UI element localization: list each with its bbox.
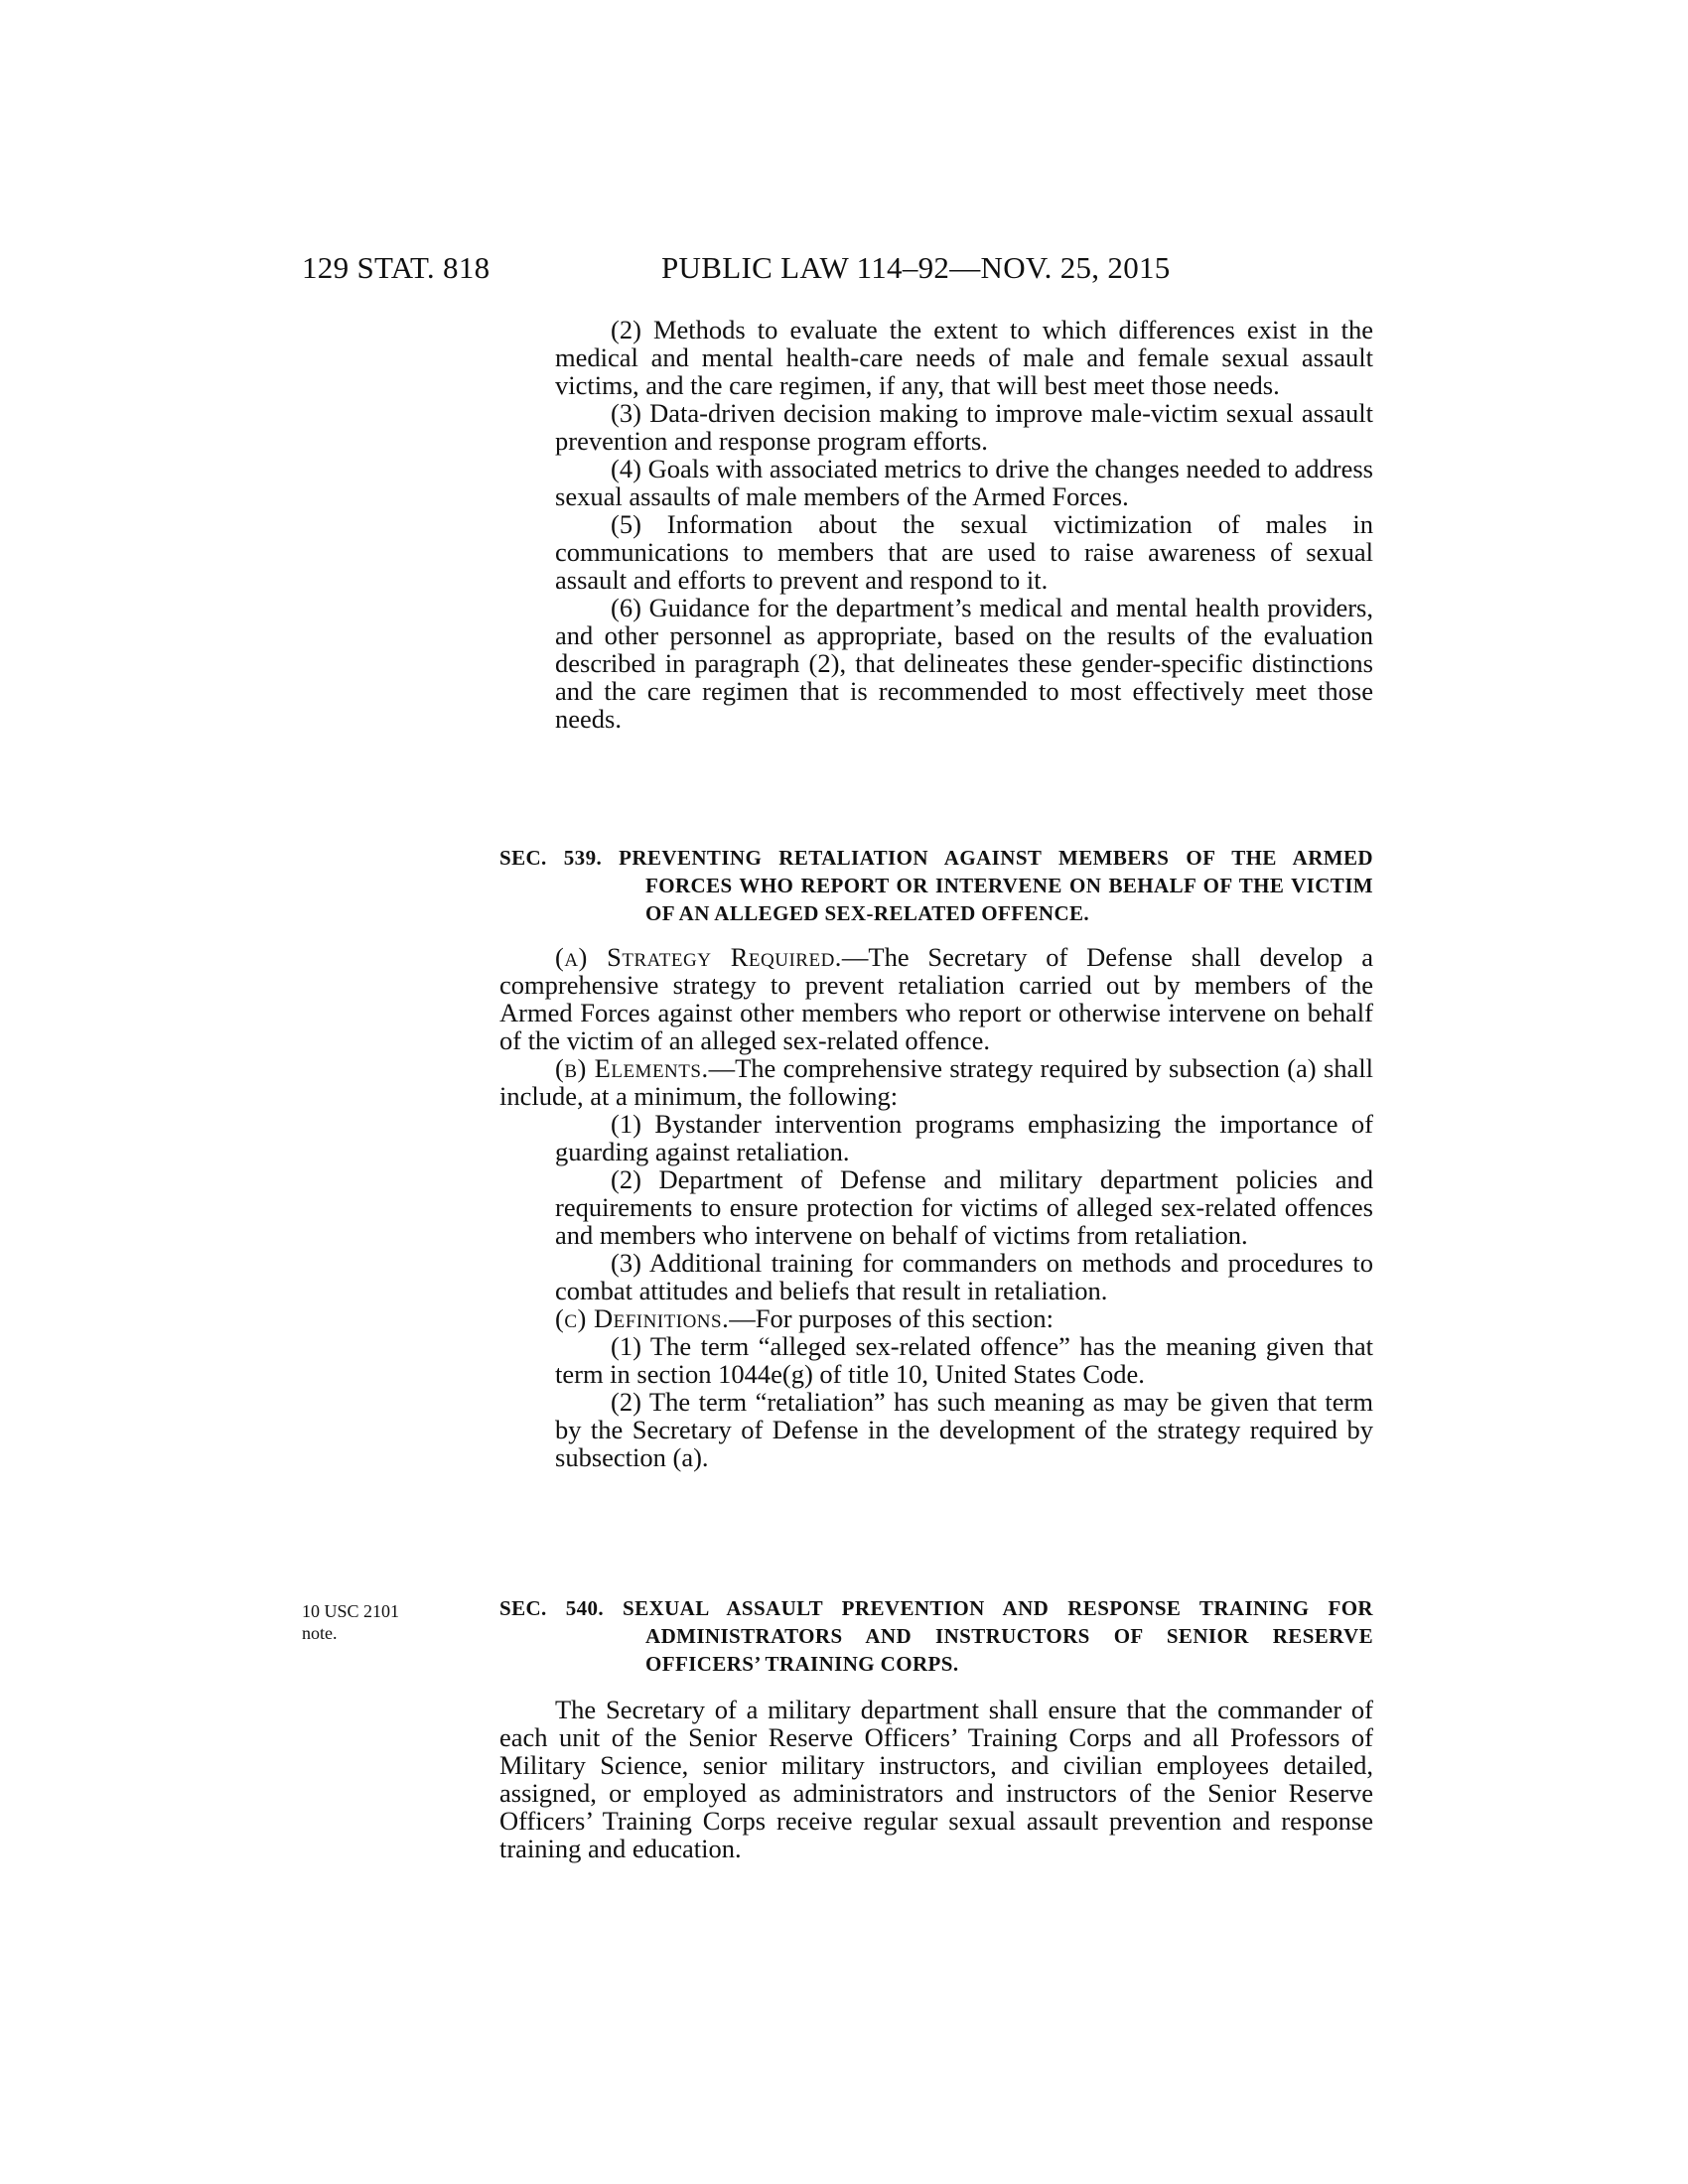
subsection-c-label: (c) Definitions. <box>555 1303 730 1333</box>
section-540 <box>499 1594 1373 1862</box>
subsection-b <box>499 1054 1373 1110</box>
subsection-a-text: —The Secretary of Defense shall develop a comprehensive strategy to prevent retaliation carried out by members of the Armed Forces against other members who report or otherwise intervene on behalf of the victim of an alleged sex-related offence. <box>499 942 1373 1055</box>
paragraph-3: (3) Data-driven decision making to improve male-victim sexual assault prevention and response program efforts. <box>555 398 1373 456</box>
subsection-b-item-3: (3) Additional training for commanders on methods and procedures to combat attitudes and beliefs that result in retaliation. <box>555 1248 1373 1305</box>
paragraph-5: (5) Information about the sexual victimization of males in communications to members that are used to raise awareness of sexual assault and efforts to prevent and respond to it. <box>555 509 1373 595</box>
subsection-b-label: (b) Elements. <box>555 1053 709 1083</box>
subsection-b-text: —The comprehensive strategy required by subsection (a) shall include, at a minimum, the following: <box>499 1053 1373 1111</box>
subsection-c-item-1: (1) The term “alleged sex-related offence” has the meaning given that term in section 1044e(g) of title 10, United States Code. <box>555 1331 1373 1389</box>
subsection-a <box>499 943 1373 1054</box>
statute-page-number: 129 STAT. 818 <box>302 250 491 285</box>
section-539 <box>499 844 1373 1471</box>
margin-note-citation: 10 USC 2101 <box>302 1601 400 1621</box>
section-540-body: The Secretary of a military department shall ensure that the commander of each unit of the Senior Reserve Officers’ Training Corps and all Professors of Military Science, senior military instructors, and civilian employees detailed, assigned, or employed as administrators and instructors of the Senior Reserve Officers’ Training Corps receive regular sexual assault prevention and response training and education. <box>499 1695 1373 1863</box>
margin-note <box>302 1600 451 1644</box>
subsection-a-label: (a) Strategy Required. <box>555 942 842 972</box>
subsection-b-item-2: (2) Department of Defense and military department policies and requirements to ensure protection for victims of alleged sex-related offences and members who intervene on behalf of victims from retaliation. <box>555 1164 1373 1250</box>
continued-paragraphs <box>499 316 1373 733</box>
subsection-b-item-1: (1) Bystander intervention programs emphasizing the importance of guarding against retaliation. <box>555 1109 1373 1166</box>
paragraph-4: (4) Goals with associated metrics to drive the changes needed to address sexual assaults of male members of the Armed Forces. <box>555 454 1373 511</box>
margin-note-suffix: note. <box>302 1623 338 1643</box>
running-header-title: PUBLIC LAW 114–92—NOV. 25, 2015 <box>661 250 1171 285</box>
paragraph-2: (2) Methods to evaluate the extent to which differences exist in the medical and mental health-care needs of male and female sexual assault victims, and the care regimen, if any, that will best meet those needs. <box>555 315 1373 400</box>
section-539-heading: SEC. 539. PREVENTING RETALIATION AGAINST MEMBERS OF THE ARMED FORCES WHO REPORT OR INTERVENE ON BEHALF OF THE VICTIM OF AN ALLEGED SEX-RELATED OFFENCE. <box>499 846 1373 925</box>
section-540-heading: SEC. 540. SEXUAL ASSAULT PREVENTION AND RESPONSE TRAINING FOR ADMINISTRATORS AND INSTRUCTORS OF SENIOR RESERVE OFFICERS’ TRAINING CORPS. <box>499 1596 1373 1676</box>
subsection-c-item-2: (2) The term “retaliation” has such meaning as may be given that term by the Secretary of Defense in the development of the strategy required by subsection (a). <box>555 1387 1373 1472</box>
subsection-c-text: —For purposes of this section: <box>729 1303 1055 1333</box>
paragraph-6: (6) Guidance for the department’s medical and mental health providers, and other personnel as appropriate, based on the results of the evaluation described in paragraph (2), that delineates these gender-specific distinctions and the care regimen that is recommended to most effectively meet those needs. <box>555 593 1373 734</box>
subsection-c <box>499 1304 1373 1332</box>
